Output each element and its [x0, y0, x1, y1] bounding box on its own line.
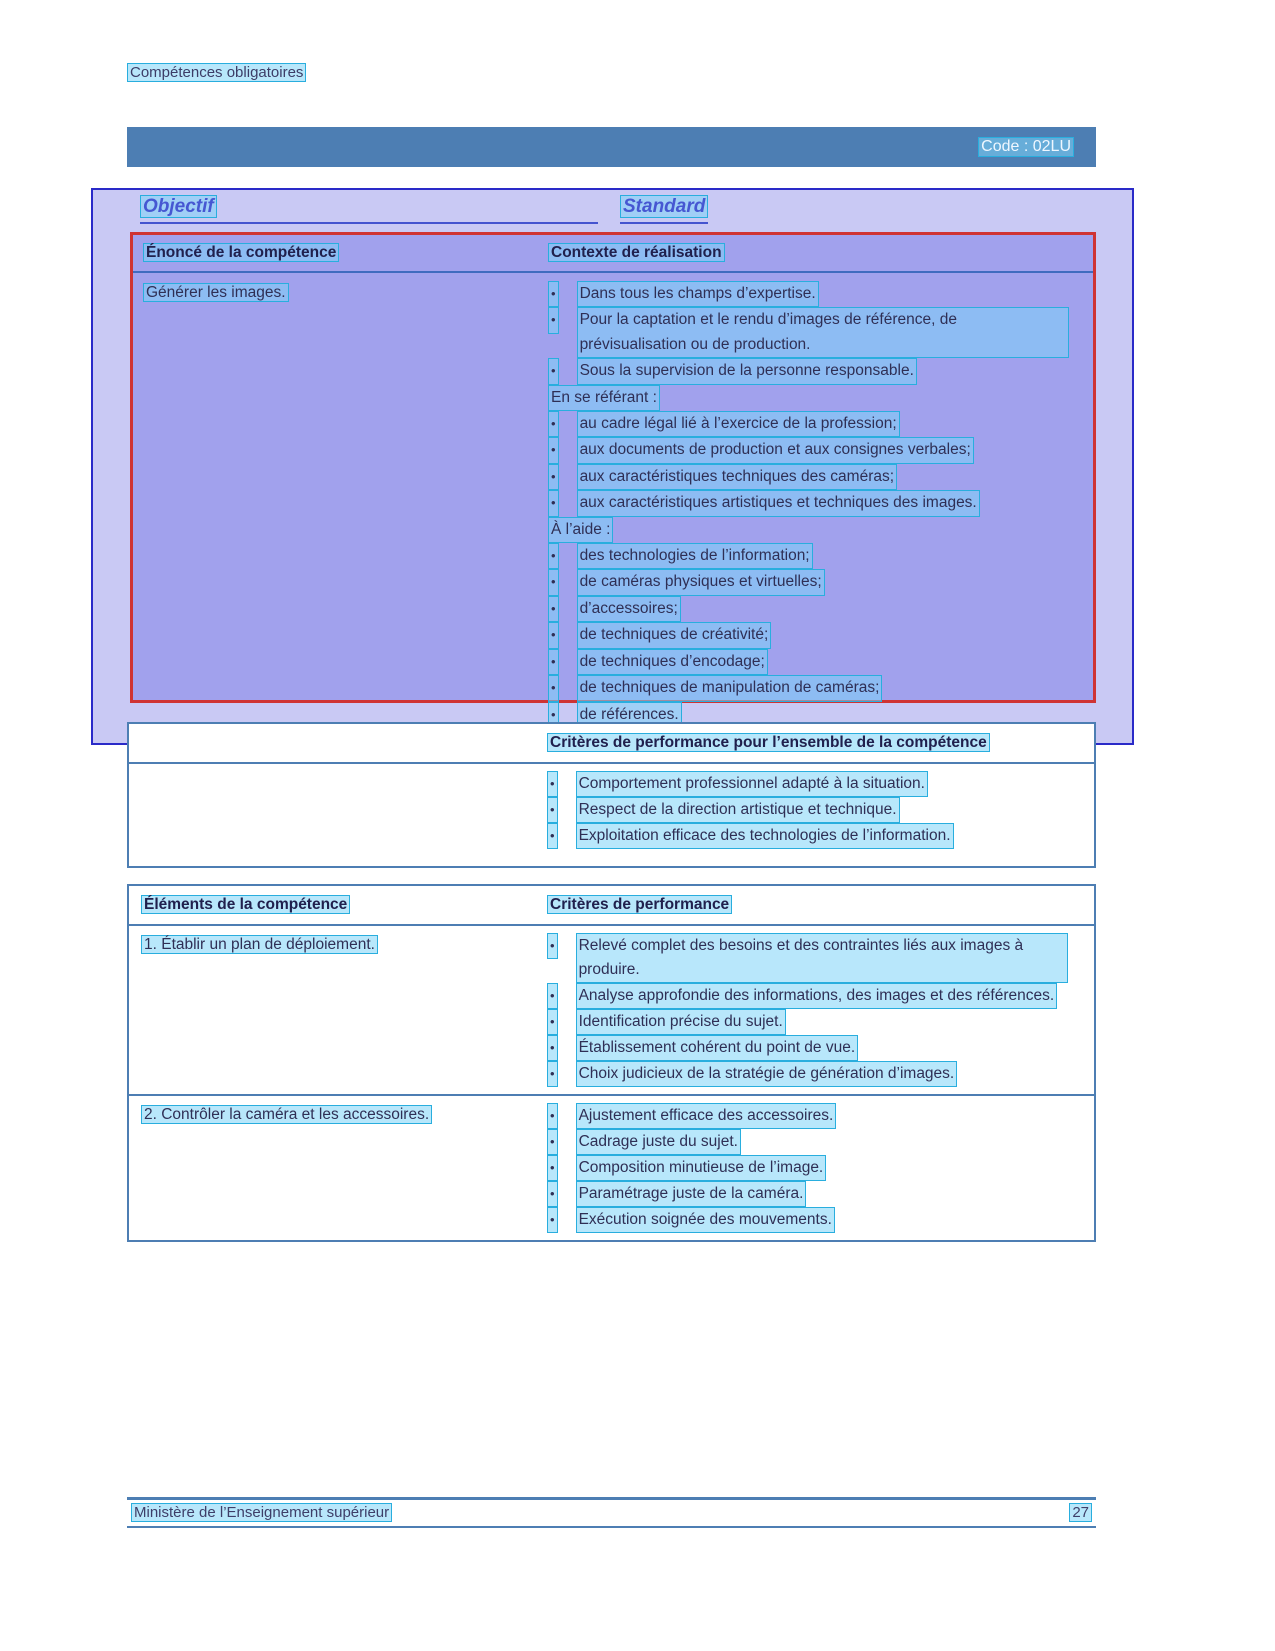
bullet-item [547, 1129, 1084, 1155]
bullet-item [548, 437, 1083, 463]
bullet-icon: • [547, 983, 558, 1009]
list-item-text: Analyse approfondie des informations, des images et des références. [576, 983, 1058, 1009]
competence-table-body [133, 273, 1093, 736]
list-item-text: Choix judicieux de la stratégie de génération d’images. [576, 1061, 958, 1087]
contexte-header-text: Contexte de réalisation [548, 243, 725, 262]
bullet-icon: • [548, 569, 559, 595]
element-2-cell [141, 1103, 547, 1233]
list-item-text: Dans tous les champs d’expertise. [577, 281, 819, 307]
bullet-item [547, 771, 1084, 797]
criteres-ensemble-body-row [129, 764, 1094, 856]
bullet-icon: • [548, 411, 559, 437]
list-item-text: Cadrage juste du sujet. [576, 1129, 741, 1155]
bullet-item [547, 797, 1084, 823]
list-item-text: À l’aide : [548, 517, 613, 543]
bullet-item [548, 358, 1083, 384]
criteres-ensemble-header-text: Critères de performance pour l’ensemble de la compétence [547, 733, 990, 752]
list-item-text: des technologies de l’information; [577, 543, 813, 569]
bullet-item [547, 823, 1084, 849]
bullet-item [547, 1155, 1084, 1181]
standard-column-header [620, 196, 708, 224]
standard-header-text: Standard [620, 195, 708, 218]
bullet-icon: • [547, 1155, 558, 1181]
bullet-icon: • [547, 1035, 558, 1061]
bullet-icon: • [547, 1061, 558, 1087]
bullet-icon: • [547, 1009, 558, 1035]
bullet-item [547, 1181, 1084, 1207]
list-item-text: Pour la captation et le rendu d’images de référence, de prévisualisation ou de production. [577, 307, 1069, 358]
list-item-text: d’accessoires; [577, 596, 681, 622]
list-label [548, 517, 1083, 543]
element-1-text: 1. Établir un plan de déploiement. [141, 935, 378, 954]
bullet-icon: • [547, 1129, 558, 1155]
contexte-header-cell [548, 241, 1083, 265]
objectif-standard-panel [91, 188, 1134, 745]
list-item-text: de techniques de créativité; [577, 622, 772, 648]
bullet-item [548, 490, 1083, 516]
bullet-item [547, 1061, 1084, 1087]
list-item-text: de techniques de manipulation de caméras; [577, 675, 883, 701]
bullet-item [548, 543, 1083, 569]
list-item-text: Sous la supervision de la personne responsable. [577, 358, 917, 384]
bullet-icon: • [548, 307, 559, 333]
list-label [548, 385, 1083, 411]
list-item-text: de caméras physiques et virtuelles; [577, 569, 825, 595]
list-item-text: aux caractéristiques artistiques et techniques des images. [577, 490, 980, 516]
list-item-text: Composition minutieuse de l’image. [576, 1155, 827, 1181]
bullet-item [548, 596, 1083, 622]
bullet-icon: • [548, 649, 559, 675]
bullet-item [548, 622, 1083, 648]
elements-table [127, 884, 1096, 1242]
element-row-2 [129, 1096, 1094, 1240]
objectif-column-header [140, 196, 598, 224]
bullet-item [547, 1103, 1084, 1129]
bullet-item [548, 464, 1083, 490]
bullet-icon: • [547, 1103, 558, 1129]
list-item-text: au cadre légal lié à l’exercice de la profession; [577, 411, 900, 437]
list-item-text: Paramétrage juste de la caméra. [576, 1181, 807, 1207]
page-number: 27 [1069, 1503, 1092, 1522]
bullet-icon: • [548, 675, 559, 701]
bullet-icon: • [548, 702, 559, 728]
element-1-cell [141, 933, 547, 1087]
page-footer [127, 1497, 1096, 1528]
bullet-item [547, 933, 1084, 983]
bullet-icon: • [548, 596, 559, 622]
bullet-item [548, 675, 1083, 701]
bullet-icon: • [547, 771, 558, 797]
elements-table-header-row [129, 886, 1094, 926]
element-row-1 [129, 926, 1094, 1096]
criteres-ensemble-list [547, 771, 1084, 849]
criteres-header-text: Critères de performance [547, 895, 732, 914]
bullet-icon: • [548, 281, 559, 307]
bullet-icon: • [547, 823, 558, 849]
elements-header-text: Éléments de la compétence [141, 895, 350, 914]
bullet-item [548, 281, 1083, 307]
list-item-text: Exécution soignée des mouvements. [576, 1207, 835, 1233]
bullet-item [548, 411, 1083, 437]
section-label-text: Compétences obligatoires [127, 63, 306, 82]
list-item-text: Respect de la direction artistique et technique. [576, 797, 900, 823]
bullet-item [547, 1207, 1084, 1233]
bullet-item [547, 983, 1084, 1009]
bullet-item [548, 569, 1083, 595]
list-item-text: Identification précise du sujet. [576, 1009, 786, 1035]
bullet-item [548, 307, 1083, 358]
list-item-text: Exploitation efficace des technologies de l’information. [576, 823, 954, 849]
criteres-ensemble-header-row [129, 724, 1094, 764]
competence-table-header [133, 235, 1093, 273]
bullet-icon: • [547, 1207, 558, 1233]
footer-ministry-text: Ministère de l’Enseignement supérieur [131, 1503, 392, 1522]
criteres-ensemble-header-cell [547, 731, 1084, 755]
criteres-ensemble-empty-cell [141, 731, 547, 755]
list-item-text: aux documents de production et aux consignes verbales; [577, 437, 974, 463]
contexte-list [548, 281, 1083, 728]
bullet-item [547, 1009, 1084, 1035]
section-label [127, 64, 306, 81]
element-2-text: 2. Contrôler la caméra et les accessoires. [141, 1105, 432, 1124]
objectif-header-text: Objectif [140, 195, 217, 218]
bullet-icon: • [548, 622, 559, 648]
bullet-icon: • [548, 358, 559, 384]
enonce-header-text: Énoncé de la compétence [143, 243, 339, 262]
list-item-text: aux caractéristiques techniques des caméras; [577, 464, 897, 490]
criteres-header-cell [547, 893, 1084, 917]
list-item-text: de techniques d’encodage; [577, 649, 768, 675]
header-bar [127, 127, 1096, 167]
list-item-text: Établissement cohérent du point de vue. [576, 1035, 859, 1061]
criteres-ensemble-table [127, 722, 1096, 868]
enonce-cell [143, 281, 548, 728]
bullet-icon: • [548, 437, 559, 463]
bullet-icon: • [547, 1181, 558, 1207]
element-1-criteria-list [547, 933, 1084, 1087]
element-2-criteria-list [547, 1103, 1084, 1233]
bullet-item [547, 1035, 1084, 1061]
enonce-header-cell [143, 241, 548, 265]
competence-table [130, 232, 1096, 723]
list-item-text: Ajustement efficace des accessoires. [576, 1103, 837, 1129]
elements-header-cell [141, 893, 547, 917]
list-item-text: Relevé complet des besoins et des contraintes liés aux images à produire. [576, 933, 1068, 983]
bullet-icon: • [548, 543, 559, 569]
bullet-item [548, 649, 1083, 675]
bullet-icon: • [548, 490, 559, 516]
list-item-text: En se référant : [548, 385, 660, 411]
enonce-text: Générer les images. [143, 283, 289, 302]
bullet-icon: • [547, 933, 558, 959]
bullet-icon: • [547, 797, 558, 823]
criteres-ensemble-empty-cell [141, 771, 547, 849]
code-label: Code : 02LU [978, 137, 1074, 157]
list-item-text: Comportement professionnel adapté à la situation. [576, 771, 928, 797]
bullet-icon: • [548, 464, 559, 490]
list-item-text: de références. [577, 702, 682, 728]
